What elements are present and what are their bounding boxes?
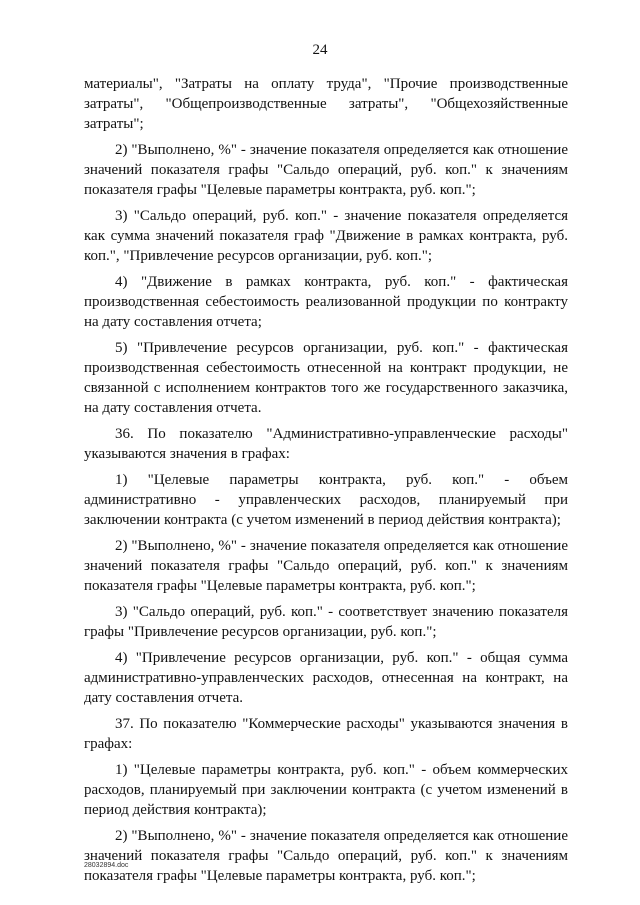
page-number: 24 — [312, 42, 328, 58]
paragraph-item-3-balance: 3) "Сальдо операций, руб. коп." - значение показателя определяется как сумма значений показателя граф "Движение в рамках контракта, руб. коп.", "Привлечение ресурсов организации, руб. коп."; — [84, 208, 568, 264]
paragraph-36-item-4: 4) "Привлечение ресурсов организации, руб. коп." - общая сумма административно-управленческих расходов, отнесенная на контракт, на дату составления отчета. — [84, 650, 568, 706]
paragraph-materials-continuation: материалы", "Затраты на оплату труда", "Прочие производственные затраты", "Общепроизводственные затраты", "Общехозяйственные затраты"; — [84, 76, 568, 132]
document-file-code: 28032894.doc — [84, 862, 129, 869]
paragraph-section-37: 37. По показателю "Коммерческие расходы" указываются значения в графах: — [84, 716, 568, 752]
document-body — [84, 74, 568, 892]
paragraph-section-36: 36. По показателю "Административно-управленческие расходы" указываются значения в графах: — [84, 426, 568, 462]
paragraph-37-item-2: 2) "Выполнено, %" - значение показателя определяется как отношение значений показателя графы "Сальдо операций, руб. коп." к значениям показателя графы "Целевые параметры контракта, руб. коп."; — [84, 828, 568, 884]
paragraph-36-item-3: 3) "Сальдо операций, руб. коп." - соответствует значению показателя графы "Привлечение ресурсов организации, руб. коп."; — [84, 604, 568, 640]
paragraph-item-5-resources: 5) "Привлечение ресурсов организации, руб. коп." - фактическая производственная себестоимость отнесенной на контракт продукции, не связанной с исполнением контрактов того же государственного заказчика, на дату составления отчета. — [84, 340, 568, 416]
paragraph-36-item-1: 1) "Целевые параметры контракта, руб. коп." - объем административно - управленческих расходов, планируемый при заключении контракта (с учетом изменений в период действия контракта); — [84, 472, 568, 528]
paragraph-item-4-movement: 4) "Движение в рамках контракта, руб. коп." - фактическая производственная себестоимость реализованной продукции по контракту на дату составления отчета; — [84, 274, 568, 330]
paragraph-36-item-2: 2) "Выполнено, %" - значение показателя определяется как отношение значений показателя графы "Сальдо операций, руб. коп." к значениям показателя графы "Целевые параметры контракта, руб. коп."; — [84, 538, 568, 594]
paragraph-item-2-completed: 2) "Выполнено, %" - значение показателя определяется как отношение значений показателя графы "Сальдо операций, руб. коп." к значениям показателя графы "Целевые параметры контракта, руб. коп."; — [84, 142, 568, 198]
paragraph-37-item-1: 1) "Целевые параметры контракта, руб. коп." - объем коммерческих расходов, планируемый при заключении контракта (с учетом изменений в период действия контракта); — [84, 762, 568, 818]
